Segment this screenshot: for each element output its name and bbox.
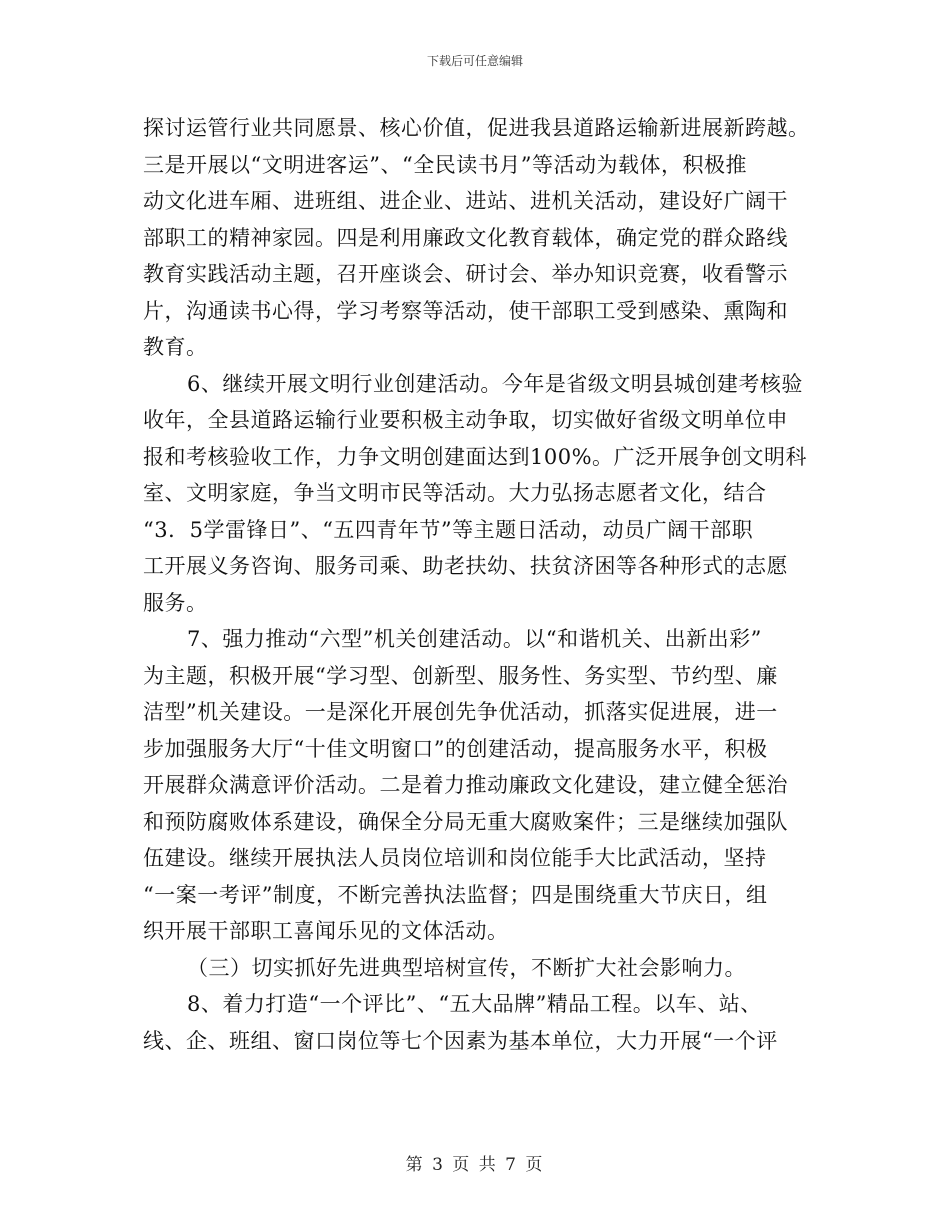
text-line: 伍建设。继续开展执法人员岗位培训和岗位能手大比武活动，坚持 <box>143 846 767 870</box>
paragraph-heading-8: 8、着力打造“一个评比”、“五大品牌”精品工程。以车、站、 <box>187 992 762 1016</box>
paragraph-heading-6: 6、继续开展文明行业创建活动。今年是省级文明县城创建考核验 <box>187 371 803 396</box>
section-heading-3: （三）切实抓好先进典型培树宣传，不断扩大社会影响力。 <box>187 955 746 980</box>
text-line: 部职工的精神家园。四是利用廉政文化教育载体，确定党的群众路线 <box>143 225 788 250</box>
text-line: 洁型”机关建设。一是深化开展创先争优活动，抓落实促进展，进一 <box>143 700 778 724</box>
text-line: 开展群众满意评价活动。二是着力推动廉政文化建设，建立健全惩治 <box>143 773 788 797</box>
document-body <box>143 110 813 1059</box>
text-line: 和预防腐败体系建设，确保全分局无重大腐败案件；三是继续加强队 <box>143 809 788 834</box>
text-line: “一案一考评”制度，不断完善执法监督；四是围绕重大节庆日，组 <box>143 882 768 907</box>
text-line: 室、文明家庭，争当文明市民等活动。大力弘扬志愿者文化，结合 <box>143 481 767 505</box>
text-line: 服务。 <box>143 590 208 615</box>
text-line: 为主题，积极开展“学习型、创新型、服务性、务实型、节约型、廉 <box>143 663 778 688</box>
text-line: 动文化进车厢、进班组、进企业、进站、进机关活动，建设好广阔干 <box>143 189 788 213</box>
text-line: 片，沟通读书心得，学习考察等活动，使干部职工受到感染、熏陶和 <box>143 298 788 323</box>
text-line: 教育。 <box>143 335 208 359</box>
text-line: 三是开展以“文明进客运”、“全民读书月”等活动为载体，积极推 <box>143 152 747 177</box>
text-line: 织开展干部职工喜闻乐见的文体活动。 <box>143 919 509 943</box>
text-line: 报和考核验收工作，力争文明创建面达到100%。广泛开展争创文明科 <box>143 444 808 469</box>
page-header: 下载后可任意编辑 <box>426 54 523 68</box>
text-line: 工开展义务咨询、服务司乘、助老扶幼、扶贫济困等各种形式的志愿 <box>143 554 788 578</box>
text-line: “3．5学雷锋日”、“五四青年节”等主题日活动，动员广阔干部职 <box>143 517 754 542</box>
text-line: 探讨运管行业共同愿景、核心价值，促进我县道路运输新进展新跨越。 <box>143 116 810 140</box>
text-line: 步加强服务大厅“十佳文明窗口”的创建活动，提高服务水平，积极 <box>143 736 768 761</box>
text-line: 线、企、班组、窗口岗位等七个因素为基本单位，大力开展“一个评 <box>143 1028 778 1053</box>
text-line: 教育实践活动主题，召开座谈会、研讨会、举办知识竞赛，收看警示 <box>143 262 788 286</box>
paragraph-heading-7: 7、强力推动“六型”机关创建活动。以“和谐机关、出新出彩” <box>187 627 762 651</box>
text-line: 收年，全县道路运输行业要积极主动争取，切实做好省级文明单位申 <box>143 408 788 432</box>
page-number-footer: 第 3 页 共 7 页 <box>405 1155 545 1175</box>
